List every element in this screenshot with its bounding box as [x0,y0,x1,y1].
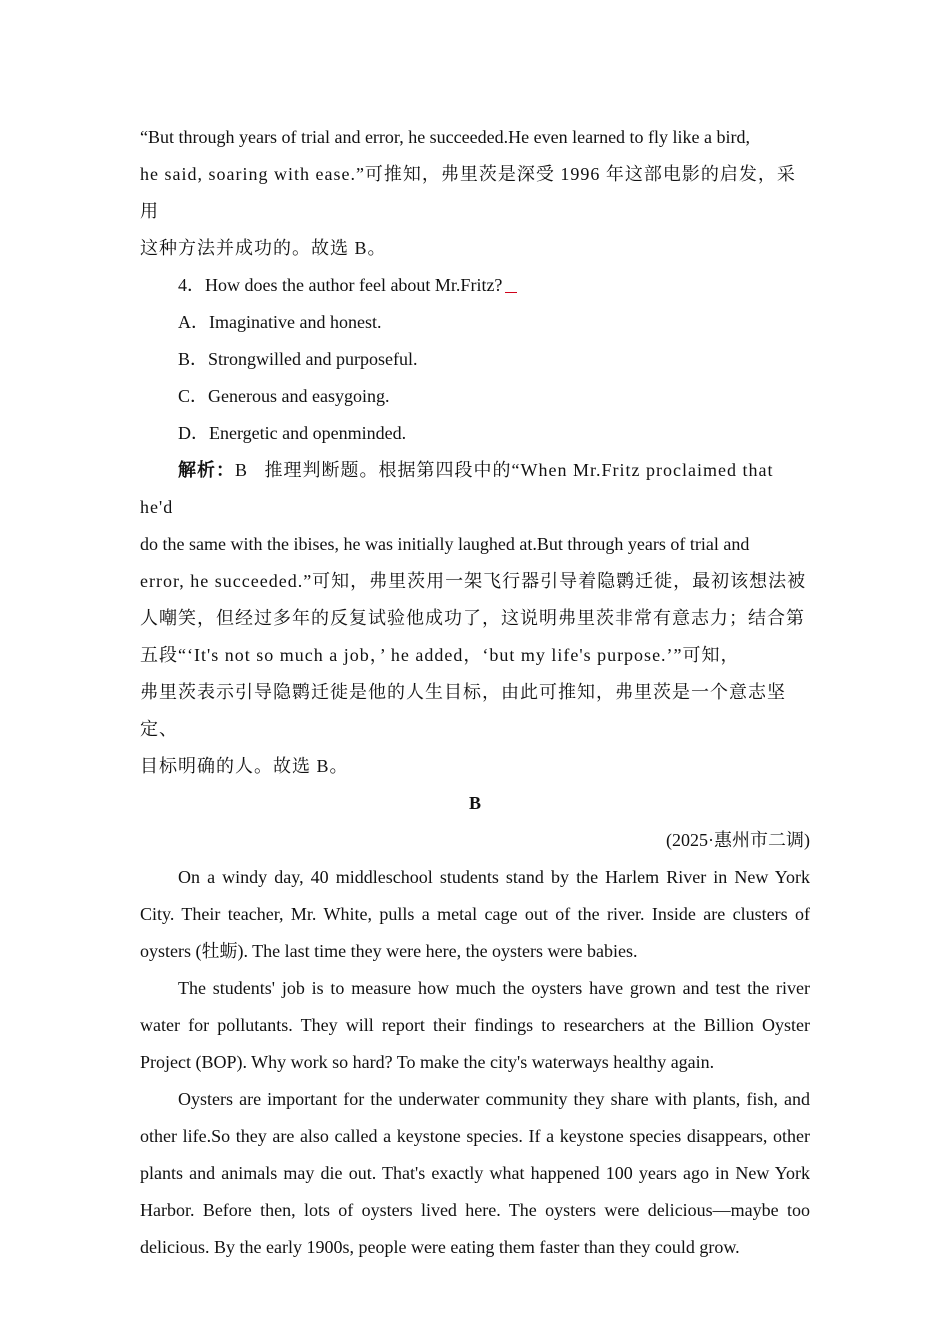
question-4-stem: 4．How does the author feel about Mr.Fritz? [140,267,810,304]
analysis-label: 解析： [178,460,235,480]
analysis-4-line-4: 人嘲笑，但经过多年的反复试验他成功了，这说明弗里茨非常有意志力；结合第 [140,608,805,628]
answer-blank [505,274,517,293]
question-4-option-b: B．Strongwilled and purposeful. [178,349,418,369]
passage-paragraph-3: Oysters are important for the underwater community they share with plants, fish, and other life.So they are also called a keystone species. If a keystone species disappears, other plants and animals may die out. That's exactly what happened 100 years ago in New York Harbor. Before then, lots of oysters lived here. The oysters were delicious—maybe too delicious. By the early 1900s, people were eating them faster than they could grow. [140,1089,810,1257]
analysis-4-line-3: error, he succeeded.”可知，弗里茨用一架飞行器引导着隐鹮迁徙，最初该想法被 [140,571,807,591]
question-4-option-a: A．Imaginative and honest. [178,312,382,332]
analysis-4-line-7: 目标明确的人。故选 B。 [140,756,349,776]
analysis-4-line-2: do the same with the ibises, he was initially laughed at.But through years of trial and [140,534,750,554]
analysis-4-line-1: 解析：B 推理判断题。根据第四段中的“When Mr.Fritz proclaimed that he'd [140,460,774,517]
passage-paragraph-2: The students' job is to measure how much the oysters have grown and test the river water for pollutants. They will report their findings to researchers at the Billion Oyster Project (BOP). Why work so hard? To make the city's waterways healthy again. [140,978,810,1072]
section-title: B [468,793,481,813]
analysis-4-line-5: 五段“‘It's not so much a job，’ he added，‘but my life's purpose.’”可知， [140,645,740,665]
analysis-continued-line-2: he said, soaring with ease.”可推知，弗里茨是深受 1996 年这部电影的启发，采用 [140,164,796,221]
section-source: (2025·惠州市二调) [666,830,810,850]
question-4-option-d: D．Energetic and openminded. [178,423,407,443]
passage-paragraph-1: On a windy day, 40 middleschool students stand by the Harlem River in New York City. Their teacher, Mr. White, pulls a metal cage out of the river. Inside are clusters of oysters (牡蛎). The last time they were here, the oysters were babies. [140,867,810,961]
analysis-continued-line-3: 这种方法并成功的。故选 B。 [140,238,387,258]
analysis-answer: B [235,460,249,480]
analysis-4-line-6: 弗里茨表示引导隐鹮迁徙是他的人生目标，由此可推知，弗里茨是一个意志坚定、 [140,682,786,739]
question-4-option-c: C．Generous and easygoing. [178,386,390,406]
analysis-continued-line-1: “But through years of trial and error, he succeeded.He even learned to fly like a bird, [140,127,751,147]
document-page [140,119,810,1266]
